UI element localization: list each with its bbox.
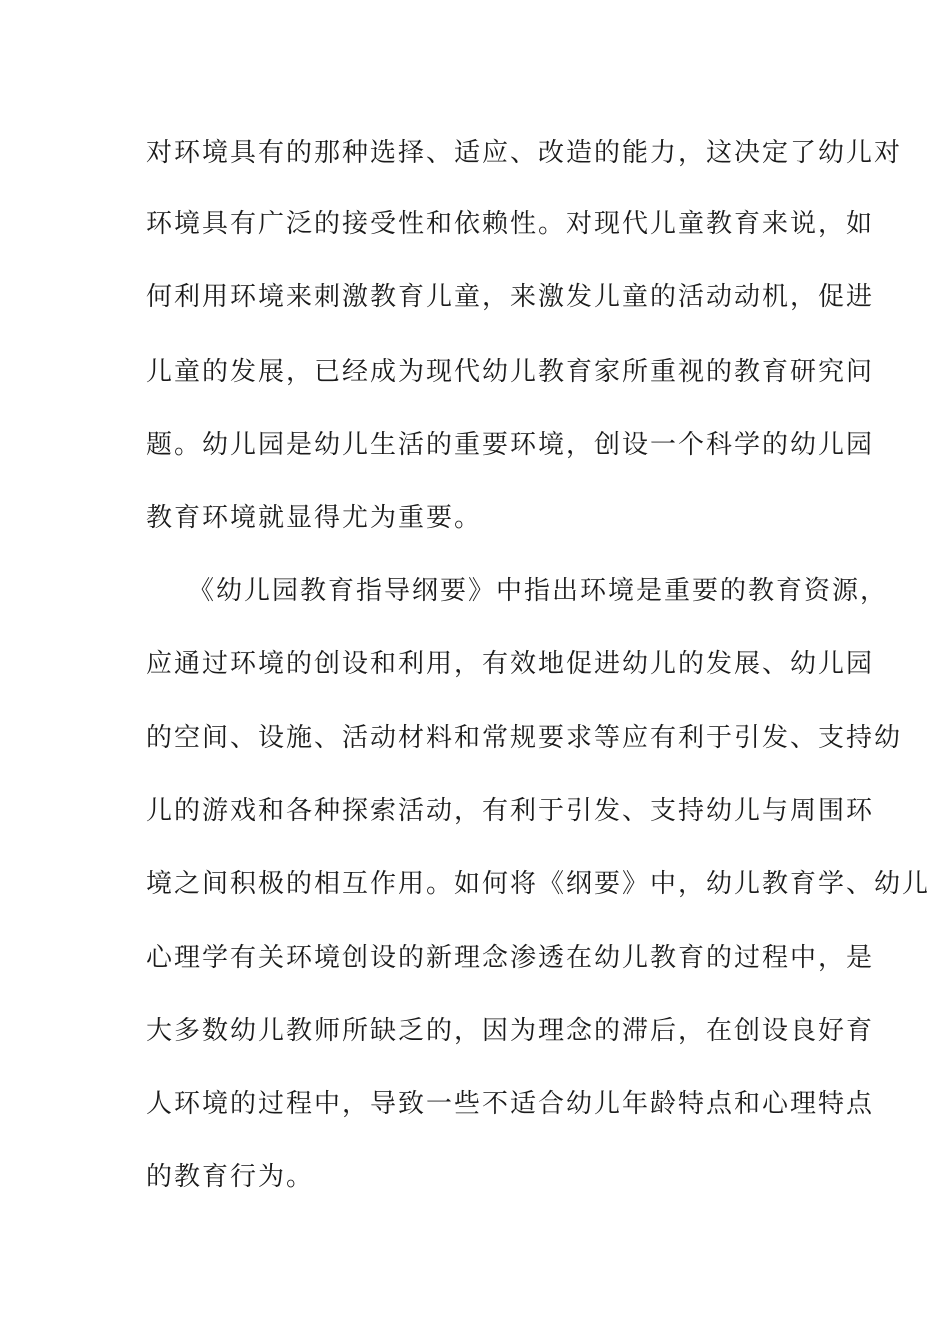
text-line: 人环境的过程中，导致一些不适合幼儿年龄特点和心理特点 — [146, 1089, 875, 1119]
text-line: 教育环境就显得尤为重要。 — [146, 503, 483, 533]
text-line: 题。幼儿园是幼儿生活的重要环境，创设一个科学的幼儿园 — [146, 430, 875, 460]
text-line: 心理学有关环境创设的新理念渗透在幼儿教育的过程中，是 — [146, 943, 875, 973]
text-line: 儿的游戏和各种探索活动，有利于引发、支持幼儿与周围环 — [146, 796, 875, 826]
text-line: 大多数幼儿教师所缺乏的，因为理念的滞后，在创设良好育 — [146, 1016, 875, 1046]
text-line: 何利用环境来刺激教育儿童，来激发儿童的活动动机，促进 — [146, 282, 875, 312]
text-line-indented: 《幼儿园教育指导纲要》中指出环境是重要的教育资源， — [188, 576, 889, 606]
text-line: 儿童的发展，已经成为现代幼儿教育家所重视的教育研究问 — [146, 357, 875, 387]
text-line: 环境具有广泛的接受性和依赖性。对现代儿童教育来说，如 — [146, 209, 875, 239]
text-line: 应通过环境的创设和利用，有效地促进幼儿的发展、幼儿园 — [146, 649, 875, 679]
text-line: 对环境具有的那种选择、适应、改造的能力，这决定了幼儿对 — [146, 138, 903, 168]
text-line: 境之间积极的相互作用。如何将《纲要》中，幼儿教育学、幼儿 — [146, 869, 931, 899]
text-line: 的空间、设施、活动材料和常规要求等应有利于引发、支持幼 — [146, 723, 903, 753]
text-line: 的教育行为。 — [146, 1162, 315, 1192]
